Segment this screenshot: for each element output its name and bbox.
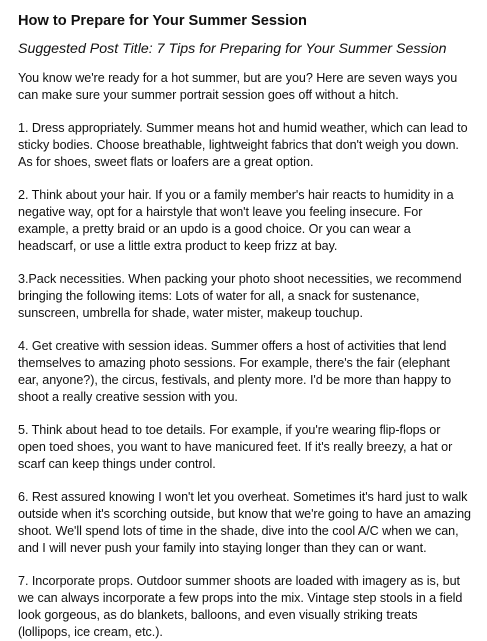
tip-paragraph-1: 1. Dress appropriately. Summer means hot and humid weather, which can lead to sticky bodies. Choose breathable, lightweight fabrics that don't weigh you down. As for shoes, sweet flats or loafers are a great option.: [18, 121, 468, 169]
document-title: How to Prepare for Your Summer Session: [18, 13, 307, 29]
tip-paragraph-3: 3.Pack necessities. When packing your photo shoot necessities, we recommend bringing the following items: Lots of water for all, a snack for sustenance, sunscreen, umbrella for shade, water mister, makeup touchup.: [18, 272, 462, 320]
tip-paragraph-2: 2. Think about your hair. If you or a family member's hair reacts to humidity in a negative way, opt for a hairstyle that won't leave you feeling insecure. For example, a pretty braid or an updo is a good choice. Or you can wear a headscarf, or use a little extra product to keep frizz at bay.: [18, 188, 454, 253]
intro-paragraph: You know we're ready for a hot summer, but are you? Here are seven ways you can make sure your summer portrait session goes off without a hitch.: [18, 71, 458, 102]
tip-paragraph-6: 6. Rest assured knowing I won't let you overheat. Sometimes it's hard just to walk outside when it's scorching outside, but know that we're going to have an amazing shoot. We'll spend lots of time in the shade, dive into the cool A/C when we can, and I will never push your family into staying longer than they can or want.: [18, 490, 472, 555]
suggested-post-title: Suggested Post Title: 7 Tips for Preparing for Your Summer Session: [18, 41, 447, 57]
tip-paragraph-7: 7. Incorporate props. Outdoor summer shoots are loaded with imagery as is, but we can always incorporate a few props into the mix. Vintage step stools in a field look gorgeous, as do blankets, balloons, and even visually striking treats (lollipops, ice cream, etc.).: [18, 574, 463, 639]
tip-paragraph-4: 4. Get creative with session ideas. Summer offers a host of activities that lend themselves to amazing photo sessions. For example, there's the fair (elephant ear, anyone?), the circus, festivals, and plenty more. I'd be more than happy to shoot a really creative session with you.: [18, 339, 452, 404]
tip-paragraph-5: 5. Think about head to toe details. For example, if you're wearing flip-flops or open toed shoes, you want to have manicured feet. If it's really breezy, a hat or scarf can keep things under control.: [18, 423, 453, 471]
